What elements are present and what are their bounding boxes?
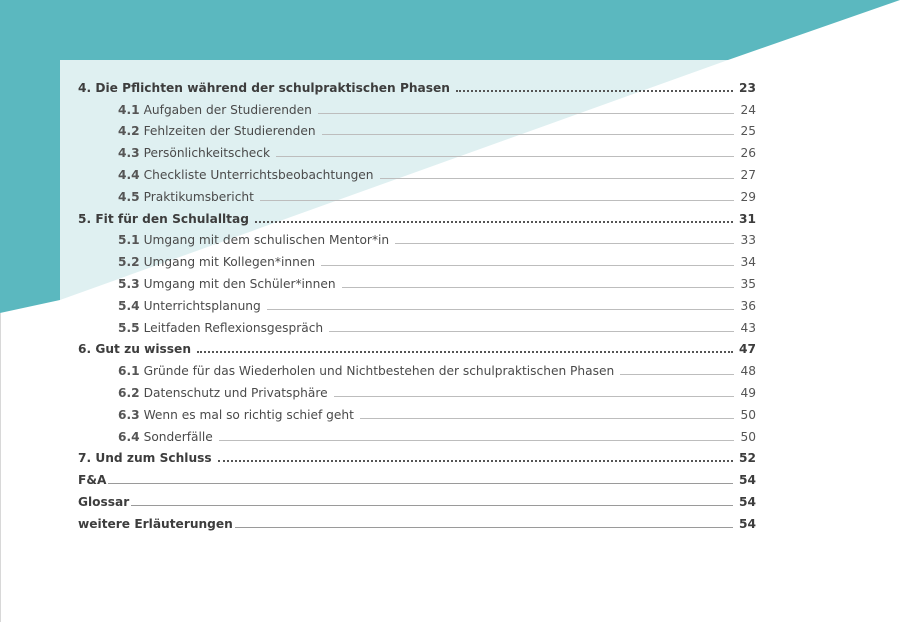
- toc-subentry[interactable]: [78, 248, 756, 270]
- toc-entry-text: Umgang mit dem schulischen Mentor*in: [143, 233, 390, 248]
- toc-page-number: 34: [740, 255, 756, 270]
- toc-leader: [108, 483, 733, 484]
- toc-page-number: 52: [739, 451, 756, 466]
- toc-entry[interactable]: [78, 510, 756, 532]
- toc-page-number: 33: [740, 233, 756, 248]
- toc-entry-number: 4.4: [118, 167, 140, 182]
- toc-page-number: 35: [740, 276, 756, 291]
- toc-subentry[interactable]: [78, 357, 756, 379]
- toc-leader: [342, 287, 735, 288]
- toc-entry-text: Umgang mit den Schüler*innen: [143, 276, 336, 291]
- toc-leader: [322, 134, 735, 135]
- toc-entry-number: 5.1: [118, 233, 140, 248]
- toc-leader: [235, 527, 733, 528]
- toc-page-number: 50: [740, 407, 756, 422]
- toc-leader: [218, 460, 733, 462]
- toc-entry-number: 6.2: [118, 385, 140, 400]
- toc-entry-text: Praktikumsbericht: [143, 189, 254, 204]
- toc-entry-title: [118, 407, 354, 423]
- toc-entry-title: [78, 211, 249, 227]
- toc-entry-title: [118, 167, 374, 183]
- toc-page-number: 26: [740, 146, 756, 161]
- toc-entry-text: Leitfaden Reflexionsgespräch: [143, 320, 324, 335]
- toc-entry-text: Sonderfälle: [143, 429, 213, 444]
- toc-subentry[interactable]: [78, 96, 756, 118]
- toc-page-number: 23: [739, 80, 756, 95]
- toc-entry-text: Gründe für das Wiederholen und Nichtbestehen der schulpraktischen Phasen: [143, 364, 615, 379]
- toc-entry-number: 4.5: [118, 189, 140, 204]
- toc-subentry[interactable]: [78, 270, 756, 292]
- toc-entry-title: [78, 494, 129, 510]
- toc-entry-title: [118, 429, 213, 445]
- toc-entry[interactable]: [78, 445, 756, 467]
- toc-entry-text: 6. Gut zu wissen: [78, 342, 192, 357]
- toc-subentry[interactable]: [78, 423, 756, 445]
- toc-page-number: 49: [740, 385, 756, 400]
- toc-subentry[interactable]: [78, 183, 756, 205]
- toc-page-number: 25: [740, 124, 756, 139]
- table-of-contents: [78, 74, 756, 532]
- toc-entry-text: 5. Fit für den Schulalltag: [78, 211, 249, 226]
- toc-entry-title: [118, 145, 270, 161]
- toc-entry[interactable]: [78, 205, 756, 227]
- toc-entry[interactable]: [78, 336, 756, 358]
- toc-entry-title: [78, 516, 233, 532]
- toc-entry-text: 7. Und zum Schluss: [78, 451, 212, 466]
- toc-entry-number: 5.5: [118, 320, 140, 335]
- toc-entry-text: Persönlichkeitscheck: [143, 146, 271, 161]
- toc-page-number: 54: [739, 473, 756, 488]
- toc-page-number: 27: [740, 167, 756, 182]
- toc-page-number: 36: [740, 298, 756, 313]
- toc-entry-number: 4.2: [118, 124, 140, 139]
- toc-subentry[interactable]: [78, 161, 756, 183]
- toc-entry-text: Fehlzeiten der Studierenden: [143, 124, 316, 139]
- toc-entry-title: [118, 320, 323, 336]
- toc-leader: [255, 221, 733, 223]
- toc-leader: [360, 418, 735, 419]
- toc-entry-text: F&A: [78, 473, 107, 488]
- toc-entry[interactable]: [78, 74, 756, 96]
- toc-leader: [260, 200, 735, 201]
- toc-entry-title: [78, 80, 450, 96]
- toc-entry-number: 6.4: [118, 429, 140, 444]
- toc-entry[interactable]: [78, 466, 756, 488]
- toc-leader: [276, 156, 734, 157]
- toc-entry-text: Datenschutz und Privatsphäre: [143, 385, 328, 400]
- toc-page-number: 47: [739, 342, 756, 357]
- toc-entry-title: [118, 232, 389, 248]
- toc-entry-text: Checkliste Unterrichtsbeobachtungen: [143, 167, 374, 182]
- toc-entry[interactable]: [78, 488, 756, 510]
- toc-leader: [197, 351, 733, 353]
- toc-page-number: 24: [740, 102, 756, 117]
- toc-page-number: 50: [740, 429, 756, 444]
- toc-page-number: 54: [739, 516, 756, 531]
- toc-entry-text: Umgang mit Kollegen*innen: [143, 255, 316, 270]
- toc-page-number: 48: [740, 364, 756, 379]
- toc-entry-number: 4.3: [118, 146, 140, 161]
- toc-leader: [219, 440, 735, 441]
- toc-entry-text: weitere Erläuterungen: [78, 516, 233, 531]
- toc-entry-title: [78, 341, 191, 357]
- toc-leader: [329, 331, 734, 332]
- toc-entry-title: [118, 298, 261, 314]
- toc-leader: [620, 374, 734, 375]
- toc-leader: [267, 309, 735, 310]
- toc-entry-title: [118, 123, 316, 139]
- toc-entry-title: [118, 102, 312, 118]
- toc-subentry[interactable]: [78, 118, 756, 140]
- toc-entry-title: [118, 385, 328, 401]
- toc-subentry[interactable]: [78, 292, 756, 314]
- toc-entry-number: 5.4: [118, 298, 140, 313]
- toc-entry-text: Aufgaben der Studierenden: [143, 102, 312, 117]
- toc-page-number: 31: [739, 211, 756, 226]
- toc-entry-text: Glossar: [78, 494, 130, 509]
- toc-entry-number: 6.1: [118, 364, 140, 379]
- toc-entry-title: [78, 472, 106, 488]
- toc-entry-number: 4.1: [118, 102, 140, 117]
- toc-entry-title: [118, 254, 315, 270]
- toc-subentry[interactable]: [78, 227, 756, 249]
- toc-leader: [380, 178, 735, 179]
- toc-entry-number: 5.3: [118, 276, 140, 291]
- toc-entry-title: [78, 450, 212, 466]
- toc-entry-title: [118, 189, 254, 205]
- toc-leader: [395, 243, 734, 244]
- toc-entry-title: [118, 276, 336, 292]
- toc-entry-text: Unterrichtsplanung: [143, 298, 261, 313]
- toc-entry-text: 4. Die Pflichten während der schulpraktischen Phasen: [78, 80, 450, 95]
- toc-leader: [334, 396, 735, 397]
- toc-entry-title: [118, 363, 614, 379]
- toc-subentry[interactable]: [78, 139, 756, 161]
- toc-leader: [131, 505, 733, 506]
- toc-subentry[interactable]: [78, 401, 756, 423]
- toc-leader: [318, 113, 735, 114]
- toc-page-number: 29: [740, 189, 756, 204]
- toc-subentry[interactable]: [78, 314, 756, 336]
- toc-leader: [321, 265, 734, 266]
- toc-entry-number: 5.2: [118, 255, 140, 270]
- toc-subentry[interactable]: [78, 379, 756, 401]
- toc-page-number: 43: [740, 320, 756, 335]
- toc-entry-number: 6.3: [118, 407, 140, 422]
- toc-leader: [456, 90, 733, 92]
- toc-page-number: 54: [739, 494, 756, 509]
- toc-entry-text: Wenn es mal so richtig schief geht: [143, 407, 354, 422]
